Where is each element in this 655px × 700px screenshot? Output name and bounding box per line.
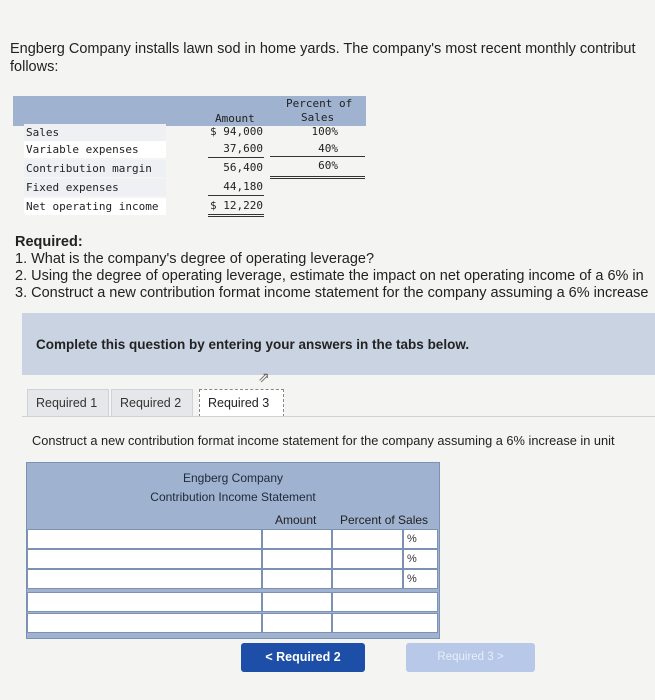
row-label-net-operating-income: Net operating income [24, 198, 166, 215]
line-item-label-input[interactable] [27, 529, 262, 549]
row-label-sales: Sales [24, 124, 166, 141]
amount-variable-expenses: 37,600 [223, 142, 263, 155]
row-label-variable-expenses: Variable expenses [24, 141, 166, 158]
percent-input[interactable] [332, 529, 403, 549]
required-item-3: 3. Construct a new contribution format income statement for the company assuming a 6% increase [15, 285, 649, 301]
amount-net-operating-income: $ 12,220 [210, 199, 263, 212]
percent-sales: 100% [311, 125, 338, 138]
tab-required-3[interactable]: Required 3 [199, 389, 284, 417]
intro-line-1: Engberg Company installs lawn sod in home yards. The company's most recent monthly contribut [10, 41, 636, 57]
required-header: Required: [15, 234, 83, 250]
double-underline [270, 176, 365, 177]
row-label-contribution-margin: Contribution margin [24, 160, 166, 177]
percent-sign: % [407, 553, 417, 565]
tab-required-2[interactable]: Required 2 [111, 389, 193, 417]
column-header-percent: Percent of Sales [340, 513, 429, 527]
percent-sign: % [407, 573, 417, 585]
percent-input[interactable] [332, 569, 403, 589]
percent-header-line2: Sales [301, 111, 335, 124]
percent-header-line1: Percent of [286, 97, 353, 110]
line-item-label-input[interactable] [27, 592, 262, 612]
line-item-label-input[interactable] [27, 549, 262, 569]
amount-fixed-expenses: 44,180 [223, 180, 263, 193]
underline [208, 195, 264, 196]
percent-sign: % [407, 533, 417, 545]
amount-input[interactable] [262, 613, 332, 633]
next-required-3-button[interactable]: Required 3 > [406, 643, 535, 672]
amount-input[interactable] [262, 592, 332, 612]
double-underline [270, 178, 365, 179]
underline [208, 157, 264, 158]
banner-text: Complete this question by entering your answers in the tabs below. [36, 337, 470, 352]
percent-contribution-margin: 60% [318, 159, 338, 172]
empty-cell [332, 592, 438, 612]
amount-contribution-margin: 56,400 [223, 161, 263, 174]
amount-input[interactable] [262, 529, 332, 549]
row-label-fixed-expenses: Fixed expenses [24, 179, 166, 196]
statement-company: Engberg Company [182, 471, 284, 485]
line-item-label-input[interactable] [27, 613, 262, 633]
instructions-banner [22, 313, 655, 375]
percent-variable-expenses: 40% [318, 142, 338, 155]
empty-cell [332, 613, 438, 633]
statement-title: Contribution Income Statement [150, 490, 316, 504]
percent-input[interactable] [332, 549, 403, 569]
income-statement-form [26, 462, 440, 639]
double-underline [208, 216, 264, 217]
column-header-amount: Amount [275, 513, 317, 527]
prev-required-2-button[interactable]: < Required 2 [241, 643, 365, 672]
intro-line-2: follows: [10, 59, 59, 75]
required-item-1: 1. What is the company's degree of operating leverage? [15, 251, 375, 267]
amount-input[interactable] [262, 569, 332, 589]
amount-input[interactable] [262, 549, 332, 569]
required-item-2: 2. Using the degree of operating leverage, estimate the impact on net operating income of a 6% in [15, 268, 644, 284]
underline [270, 156, 365, 157]
tab-divider [22, 416, 655, 417]
amount-header: Amount [215, 112, 255, 125]
mouse-cursor-icon: ⇗ [258, 369, 270, 385]
line-item-label-input[interactable] [27, 569, 262, 589]
problem-intro [10, 40, 650, 76]
double-underline [208, 214, 264, 215]
amount-sales: $ 94,000 [210, 125, 263, 138]
tab-instruction: Construct a new contribution format income statement for the company assuming a 6% increase in unit [32, 433, 615, 448]
tab-required-1[interactable]: Required 1 [27, 389, 109, 417]
required-section [15, 234, 655, 302]
